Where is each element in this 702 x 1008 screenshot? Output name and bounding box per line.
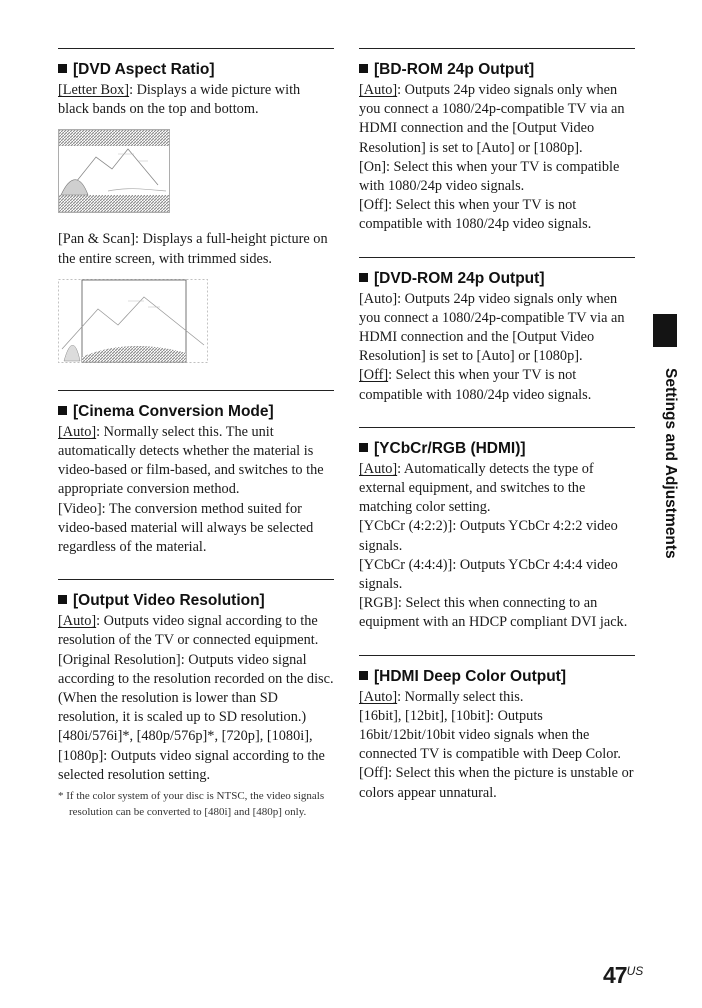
section-rule [359, 655, 635, 656]
section-title [359, 60, 635, 80]
section-rule [359, 48, 635, 49]
bullet-square-icon [58, 406, 67, 415]
bullet-square-icon [359, 273, 368, 282]
option-auto [359, 81, 635, 158]
option-description: : Normally select this. The unit automatically detects whether the material is video-based or film-based, and switches to the appropriate conversion method. [58, 423, 324, 498]
option-bit-depths: [16bit], [12bit], [10bit]: Outputs 16bit/12bit/10bit video signals when the connected TV is compatible with Deep Color. [359, 707, 621, 763]
option-resolution-list: [480i/576i]*, [480p/576p]*, [720p], [1080i], [1080p]: Outputs video signal according to the selected resolution setting. [58, 728, 325, 783]
bullet-square-icon [359, 671, 368, 680]
option-auto [58, 612, 334, 650]
option-auto [359, 688, 635, 707]
section-output-video-resolution [58, 579, 334, 820]
page-number [603, 962, 643, 989]
section-title-text: [DVD-ROM 24p Output] [374, 269, 545, 287]
default-option-label: [Auto] [359, 688, 398, 705]
pan-scan-tv-icon [58, 279, 208, 363]
section-title-text: [HDMI Deep Color Output] [374, 667, 567, 685]
left-column [58, 48, 334, 842]
chapter-tab-label [661, 368, 679, 559]
option-letterbox [58, 81, 334, 119]
section-dvd-aspect-ratio [58, 48, 334, 368]
option-description: : Normally select this. [397, 688, 524, 705]
section-dvd-rom-24p-output [359, 257, 635, 405]
section-rule [359, 257, 635, 258]
option-ycbcr-444: [YCbCr (4:4:4)]: Outputs YCbCr 4:4:4 video signals. [359, 556, 618, 593]
default-option-label: [Auto] [359, 460, 398, 477]
section-ycbcr-rgb-hdmi [359, 427, 635, 633]
option-auto [359, 460, 635, 518]
option-video: [Video]: The conversion method suited for video-based material will always be selected regardless of the material. [58, 500, 314, 556]
section-title [58, 591, 334, 611]
letterbox-tv-icon [58, 129, 170, 213]
page-number-suffix: US [626, 964, 644, 978]
section-rule [58, 579, 334, 580]
default-option-label: [Auto] [58, 613, 97, 630]
option-ycbcr-422: [YCbCr (4:2:2)]: Outputs YCbCr 4:2:2 video signals. [359, 518, 618, 554]
bullet-square-icon [359, 64, 368, 73]
option-description: : Outputs 24p video signals only when you connect a 1080/24p-compatible TV via an HDMI connection and the [Output Video Resolution] is set to [Auto] or [1080p]. [359, 82, 625, 156]
option-description: : Automatically detects the type of external equipment, and switches to the matching color setting. [359, 460, 594, 516]
section-rule [359, 427, 635, 428]
footnote: * If the color system of your disc is NTSC, the video signals resolution can be converted to [480i] and [480p] only. [58, 790, 325, 818]
chapter-tab-marker [653, 314, 677, 347]
section-bd-rom-24p-output [359, 48, 635, 235]
section-rule [58, 48, 334, 49]
section-cinema-conversion-mode [58, 390, 334, 557]
option-pan-scan: [Pan & Scan]: Displays a full-height picture on the entire screen, with trimmed sides. [58, 231, 328, 267]
default-option-label: [Auto] [58, 423, 97, 440]
section-hdmi-deep-color-output [359, 655, 635, 803]
option-off [359, 366, 635, 404]
option-description: : Displays a wide picture with black bands on the top and bottom. [58, 82, 301, 118]
section-title [58, 60, 334, 80]
default-option-label: [Off] [359, 367, 389, 384]
default-option-label: [Auto] [359, 82, 398, 98]
option-on: [On]: Select this when your TV is compatible with 1080/24p video signals. [359, 158, 620, 195]
section-title [359, 439, 635, 459]
option-description: : Select this when your TV is not compatible with 1080/24p video signals. [359, 367, 592, 403]
option-description: : Outputs video signal according to the resolution of the TV or connected equipment. [58, 613, 319, 649]
section-title [359, 667, 635, 687]
pan-scan-illustration [58, 279, 334, 368]
bullet-square-icon [359, 443, 368, 452]
section-title-text: [DVD Aspect Ratio] [73, 61, 215, 78]
letterbox-illustration [58, 129, 334, 218]
option-rgb: [RGB]: Select this when connecting to an equipment with an HDCP compliant DVI jack. [359, 595, 628, 631]
bullet-square-icon [58, 595, 67, 604]
section-title-text: [Output Video Resolution] [73, 592, 265, 610]
section-rule [58, 390, 334, 391]
page-number-value: 47 [603, 962, 627, 988]
right-column [359, 48, 635, 825]
section-title-text: [BD-ROM 24p Output] [374, 61, 535, 78]
chapter-tab-text: Settings and Adjustments [662, 368, 679, 559]
section-title-text: [Cinema Conversion Mode] [73, 402, 274, 420]
section-title [359, 269, 635, 289]
option-off: [Off]: Select this when your TV is not compatible with 1080/24p video signals. [359, 197, 592, 233]
option-auto [58, 423, 334, 500]
section-title-text: [YCbCr/RGB (HDMI)] [374, 439, 526, 457]
section-title [58, 402, 334, 422]
option-auto: [Auto]: Outputs 24p video signals only when you connect a 1080/24p-compatible TV via an HDMI connection and the [Output Video Resolution] is set to [Auto] or [1080p]. [359, 290, 625, 365]
option-off: [Off]: Select this when the picture is unstable or colors appear unnatural. [359, 765, 634, 801]
option-original-resolution: [Original Resolution]: Outputs video signal according to the resolution recorded on the disc. (When the resolution is lower than SD resolution, it is scaled up to SD resolution.) [58, 651, 334, 726]
bullet-square-icon [58, 64, 67, 73]
default-option-label: [Letter Box] [58, 82, 130, 98]
